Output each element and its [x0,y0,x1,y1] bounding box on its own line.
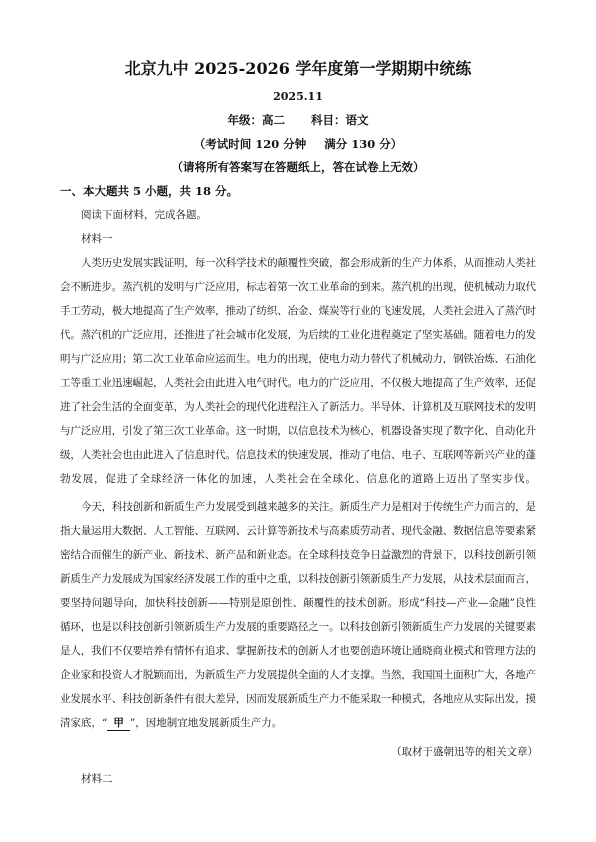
subject-label: 科目：语文 [311,113,369,127]
answer-notice: （请将所有答案写在答题纸上，答在试卷上无效） [171,160,425,174]
paragraph-last-line: 清家底，“ 甲 ”，因地制宜地发展新质生产力。 [60,717,283,729]
paragraph-line: 密结合而催生的新产业、新技术、新产品和新业态。在全球科技竞争日益激烈的背景下，以科技创新引领 [60,549,536,561]
paragraph-line: 今天，科技创新和新质生产力发展受到越来越多的关注。新质生产力是相对于传统生产力而言的，是 [81,501,536,513]
fill-in-blank: 甲 [107,717,130,731]
paragraph-line: 企业家和投资人才脱颖而出，为新质生产力发展提供全面的人才支撑。当然，我国国土面积广大，各地产 [60,669,536,681]
paragraph-line: 人类历史发展实践证明，每一次科学技术的颠覆性突破，都会形成新的生产力体系，从而推动人类社 [81,257,536,269]
exam-date: 2025.11 [273,90,323,103]
material-two-label: 材料二 [81,773,113,785]
reading-intro: 阅读下面材料，完成各题。 [81,209,207,221]
paragraph-line-start: 清家底， [60,717,102,729]
full-score: 满分 130 分） [324,137,403,151]
grade-subject-line [0,113,596,127]
exam-time-line [0,137,596,151]
paragraph-line: 是人，我们不仅要培养有情怀有追求、掌握新技术的创新人才也要创造环境让通晓商业模式和管理方法的 [60,645,536,657]
exam-time: （考试时间 120 分钟 [193,137,307,151]
paragraph-line: 与广泛应用，引发了第三次工业革命。这一时期，以信息技术为核心，机器设备实现了数字化、自动化升 [60,425,536,437]
paragraph-line: 级，人类社会也由此进入了信息时代。信息技术的快速发展，推动了电信、电子、互联网等新兴产业的蓬 [60,449,536,461]
paragraph-line: 业发展水平、科技创新条件有很大差异，因而发展新质生产力不能采取一种模式，各地应从实际出发，摸 [60,693,536,705]
paragraph-line: 进了社会生活的全面变革，为人类社会的现代化进程注入了新活力。半导体、计算机及互联网技术的发明 [60,401,536,413]
source-citation: （取材于盛朝迅等的相关文章） [391,746,538,758]
material-one-label: 材料一 [81,233,113,245]
exam-title: 北京九中 2025-2026 学年度第一学期期中统练 [124,59,472,78]
grade-label: 年级：高二 [227,113,285,127]
paragraph-line: 要坚持问题导向，加快科技创新——特别是原创性、颠覆性的技术创新。形成“科技—产业—金融”良性 [60,597,537,609]
paragraph-line-end: ，因地制宜地发展新质生产力。 [135,717,283,729]
paragraph-line: 工等重工业迅速崛起，人类社会由此进入电气时代。电力的广泛应用，不仅极大地提高了生产效率，还促 [60,377,536,389]
paragraph-line: 代。蒸汽机的广泛应用，还推进了社会城市化发展，为后续的工业化进程奠定了坚实基础。随着电力的发 [60,329,536,341]
paragraph-line: 循环，也是以科技创新引领新质生产力发展的重要路径之一。以科技创新引领新质生产力发展的关键要素 [60,621,536,633]
section-heading: 一、本大题共 5 小题，共 18 分。 [60,184,239,198]
paragraph-line: 明与广泛应用；第二次工业革命应运而生。电力的出现，使电力动力替代了机械动力，钢铁冶炼、石油化 [60,353,536,365]
paragraph-line: 指大量运用大数据、人工智能、互联网、云计算等新技术与高素质劳动者、现代金融、数据信息等要素紧 [60,525,536,537]
paragraph-line: 手工劳动，极大地提高了生产效率，推动了纺织、冶金、煤炭等行业的飞速发展，人类社会进入了蒸汽时 [60,305,536,317]
paragraph-line: 新质生产力发展成为国家经济发展工作的重中之重，以科技创新引领新质生产力发展，从技术层面而言， [60,573,536,585]
paragraph-line: 勃发展，促进了全球经济一体化的加速，人类社会在全球化、信息化的道路上迈出了坚实步伐。 [60,473,537,485]
paragraph-line: 会不断进步。蒸汽机的发明与广泛应用，标志着第一次工业革命的到来。蒸汽机的出现，使机械动力取代 [60,281,536,293]
